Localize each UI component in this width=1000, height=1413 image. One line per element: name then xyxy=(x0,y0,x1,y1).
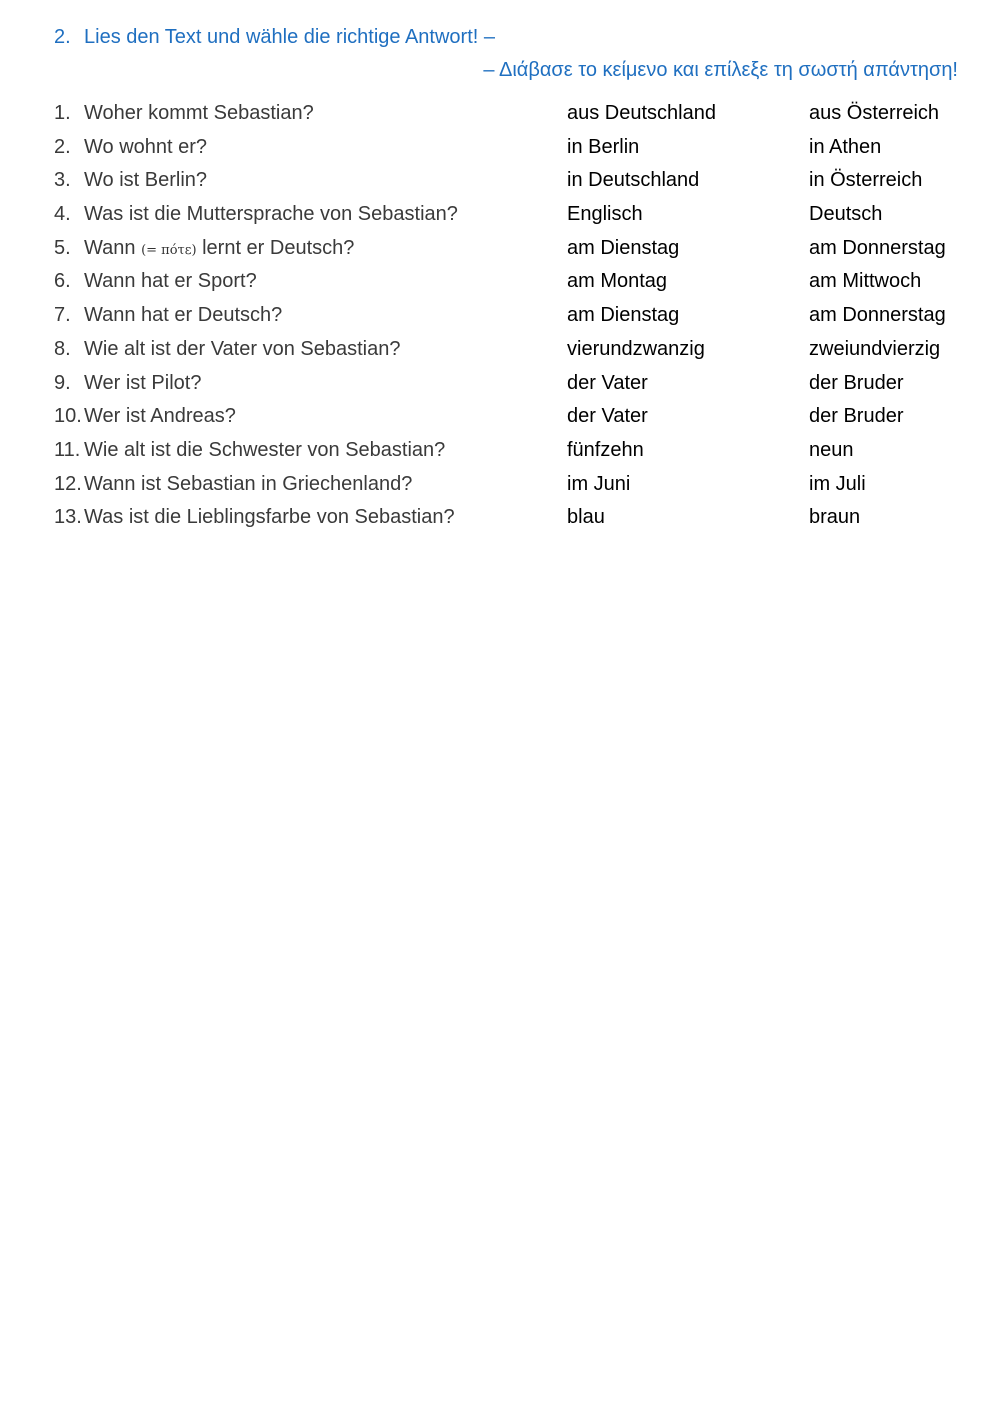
answer-option-a[interactable]: in Berlin xyxy=(567,135,640,158)
answer-option-a[interactable]: der Vater xyxy=(567,405,648,428)
question-text: Wer ist Pilot? xyxy=(84,371,202,394)
question-text: Wo wohnt er? xyxy=(84,135,208,158)
question-text: Wer ist Andreas? xyxy=(84,405,236,428)
answer-option-b[interactable]: am Donnerstag xyxy=(809,304,946,327)
question-row-5 xyxy=(54,232,974,266)
question-row-9 xyxy=(54,367,974,401)
question-text: Wann hat er Deutsch? xyxy=(84,304,283,327)
question-text: Woher kommt Sebastian? xyxy=(84,102,314,124)
answer-option-a[interactable]: am Montag xyxy=(567,270,668,293)
question-list xyxy=(54,97,974,535)
exercise-heading xyxy=(54,26,495,49)
question-text: Was ist die Muttersprache von Sebastian? xyxy=(84,203,458,226)
question-number: 9. xyxy=(54,371,71,394)
question-number: 10. xyxy=(54,405,82,428)
exercise-instruction-german: Lies den Text und wähle die richtige Antwort! – xyxy=(84,26,495,48)
answer-option-a[interactable]: am Dienstag xyxy=(567,236,680,259)
exercise-instruction-greek: – Διάβασε το κείμενο και επίλεξε τη σωστή απάντηση! xyxy=(483,59,958,81)
question-text: Wo ist Berlin? xyxy=(84,169,208,192)
answer-option-b[interactable]: zweiundvierzig xyxy=(809,337,941,360)
question-row-8 xyxy=(54,333,974,367)
question-text: Wie alt ist die Schwester von Sebastian? xyxy=(84,438,446,461)
question-row-6 xyxy=(54,265,974,299)
answer-option-a[interactable]: blau xyxy=(567,506,605,529)
answer-option-b[interactable]: am Donnerstag xyxy=(809,236,946,259)
question-number: 11. xyxy=(54,438,81,461)
answer-option-a[interactable]: Englisch xyxy=(567,203,643,226)
question-number: 5. xyxy=(54,236,71,259)
question-text-end: lernt er Deutsch? xyxy=(196,236,355,259)
answer-option-b[interactable]: in Österreich xyxy=(809,169,923,192)
question-row-4 xyxy=(54,198,974,232)
question-row-3 xyxy=(54,164,974,198)
question-number: 13. xyxy=(54,506,82,529)
answer-option-a[interactable]: der Vater xyxy=(567,371,648,394)
question-row-11 xyxy=(54,434,974,468)
answer-option-a[interactable]: am Dienstag xyxy=(567,304,680,327)
answer-option-b[interactable]: der Bruder xyxy=(809,371,904,394)
question-text-start: Wann xyxy=(84,236,142,259)
answer-option-b[interactable]: Deutsch xyxy=(809,203,883,226)
question-text: Wann hat er Sport? xyxy=(84,270,257,293)
question-number: 8. xyxy=(54,337,71,360)
question-text: Wann ist Sebastian in Griechenland? xyxy=(84,472,413,495)
question-text: Was ist die Lieblingsfarbe von Sebastian? xyxy=(84,506,455,529)
question-text xyxy=(84,232,354,268)
answer-option-a[interactable]: in Deutschland xyxy=(567,169,700,192)
answer-option-b[interactable]: der Bruder xyxy=(809,405,904,428)
answer-option-a[interactable]: aus Deutschland xyxy=(567,102,716,124)
answer-option-b[interactable]: am Mittwoch xyxy=(809,270,922,293)
question-row-2 xyxy=(54,131,974,165)
question-number: 1. xyxy=(54,102,71,124)
question-number: 2. xyxy=(54,135,71,158)
question-number: 12. xyxy=(54,472,82,495)
answer-option-b[interactable]: braun xyxy=(809,506,861,529)
exercise-number: 2. xyxy=(54,26,71,48)
question-row-13 xyxy=(54,501,974,535)
greek-translation-note: (= πότε) xyxy=(141,242,197,258)
answer-option-b[interactable]: im Juli xyxy=(809,472,866,495)
answer-option-a[interactable]: fünfzehn xyxy=(567,438,644,461)
answer-option-b[interactable]: aus Österreich xyxy=(809,102,940,124)
question-row-7 xyxy=(54,299,974,333)
question-row-12 xyxy=(54,468,974,502)
question-row-1 xyxy=(54,97,974,131)
answer-option-b[interactable]: in Athen xyxy=(809,135,882,158)
question-number: 7. xyxy=(54,304,71,327)
answer-option-b[interactable]: neun xyxy=(809,438,854,461)
question-row-10 xyxy=(54,400,974,434)
question-number: 3. xyxy=(54,169,71,192)
question-number: 4. xyxy=(54,203,71,226)
question-number: 6. xyxy=(54,270,71,293)
answer-option-a[interactable]: im Juni xyxy=(567,472,631,495)
question-text: Wie alt ist der Vater von Sebastian? xyxy=(84,337,401,360)
answer-option-a[interactable]: vierundzwanzig xyxy=(567,337,705,360)
